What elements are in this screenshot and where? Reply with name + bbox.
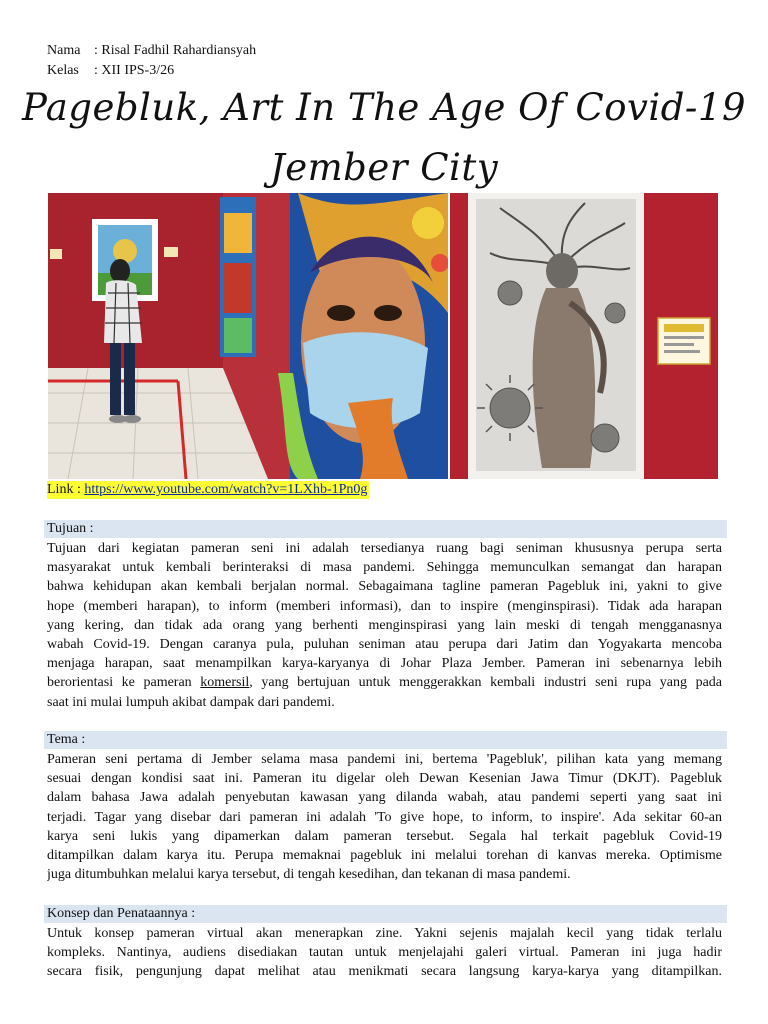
paragraph-line: Pameran seni pertama di Jember selama masa pandemi ini, bertema 'Pagebluk', pilihan kata yang memang	[47, 752, 722, 767]
kelas-label: Kelas	[47, 63, 79, 78]
youtube-link[interactable]: https://www.youtube.com/watch?v=1LXhb-1Pn0g	[84, 482, 368, 497]
paragraph-line: juga ditumbuhkan melalui karya tersebut, di tengah kesedihan, dan tekanan di masa pandemi.	[47, 867, 571, 883]
paragraph-line: wabah Covid-19. Dengan caranya pula, puluhan seniman atau perupa dari Jatim dan Yogyakarta mencoba	[47, 637, 722, 653]
underlined-word: komersil	[200, 675, 250, 691]
nama-value: : Risal Fadhil Rahardiansyah	[94, 43, 257, 58]
line-text: berorientasi ke pameran	[47, 675, 201, 691]
paragraph-line: saat ini mulai lumpuh akibat dampak dari pandemi.	[47, 694, 335, 710]
document-title-line-2: Jember City	[269, 146, 499, 189]
paragraph-line: masyarakat untuk kembali berinteraksi di masa pandemi. Sehingga memunculkan semangat dan harapan	[47, 560, 722, 576]
paragraph-line: ditampilkan dalam karya itu. Perupa memaknai pagebluk ini melalui torehan di kanvas mereka. Optimisme	[47, 848, 722, 864]
paragraph-line: Untuk konsep pameran virtual akan menerapkan zine. Yakni sejenis majalah kecil yang tidak terlalu	[47, 926, 722, 941]
exhibition-photo-left	[48, 193, 448, 479]
section-heading-tema: Tema :	[44, 731, 727, 749]
paragraph-line: kompleks. Nantinya, audiens disediakan tautan untuk menjelajahi galeri virtual. Pameran ini juga hadir	[47, 945, 722, 961]
video-link-line	[47, 481, 369, 499]
kelas-value: : XII IPS-3/26	[94, 63, 175, 78]
paragraph-tema	[47, 750, 722, 884]
paragraph-line: secara fisik, pengunjung dapat melihat atau menikmati secara langsung karya-karya yang ditampilkan.	[47, 964, 722, 980]
paragraph-line: terjadi. Tagar yang disebar dari pameran ini adalah 'To give hope, to inform, to inspire'. Ada sekitar 60-an	[47, 809, 722, 825]
student-class-line	[47, 62, 174, 80]
paragraph-line: dalam bahasa Jawa adalah penyebutan kawasan yang dilanda wabah, atau pandemi seperti yang saat ini	[47, 790, 722, 806]
paragraph-line: karya seni lukis yang dipamerkan dalam pameran tersebut. Segala hal terkait pagebluk Covid-19	[47, 828, 722, 844]
paragraph-line: hope (memberi harapan), to inform (memberi informasi), dan to inspire (menginspirasi). Tidak ada harapan	[47, 598, 722, 614]
paragraph-line: sesuai dengan kondisi saat ini. Pameran itu digelar oleh Dewan Kesenian Jawa Timur (DKJT). Pagebluk	[47, 771, 722, 787]
paragraph-konsep	[47, 924, 722, 982]
nama-label: Nama	[47, 43, 81, 58]
link-label: Link :	[47, 482, 85, 497]
section-heading-tujuan: Tujuan :	[44, 520, 727, 538]
paragraph-line	[47, 673, 722, 692]
paragraph-line: bahwa kehidupan akan kembali berjalan normal. Sebagaimana tagline pameran Pagebluk ini, yakni to give	[47, 579, 722, 595]
virus-sculpture-icon	[450, 193, 718, 479]
student-name-line	[47, 42, 256, 60]
document-title-line-1: Pagebluk, Art In The Age Of Covid-19	[21, 86, 747, 129]
paragraph-tujuan	[47, 539, 722, 712]
paragraph-line: yang kering, dan tidak ada orang yang berhenti menginspirasi yang lain meski di tengah mengganasnya	[47, 617, 722, 633]
line-text: , yang bertujuan untuk menggerakkan kembali industri seni rupa yang pada	[249, 675, 722, 691]
paragraph-line: menjaga harapan, saat menampilkan karya-karyanya di Johar Plaza Jember. Pameran ini sebenarnya lebih	[47, 656, 722, 672]
exhibition-photo-right	[450, 193, 718, 479]
masked-woman-mural-icon	[48, 193, 448, 479]
section-heading-konsep: Konsep dan Penataannya :	[44, 905, 727, 923]
paragraph-line: Tujuan dari kegiatan pameran seni ini adalah tersedianya ruang bagi seniman khususnya perupa serta	[47, 541, 722, 556]
